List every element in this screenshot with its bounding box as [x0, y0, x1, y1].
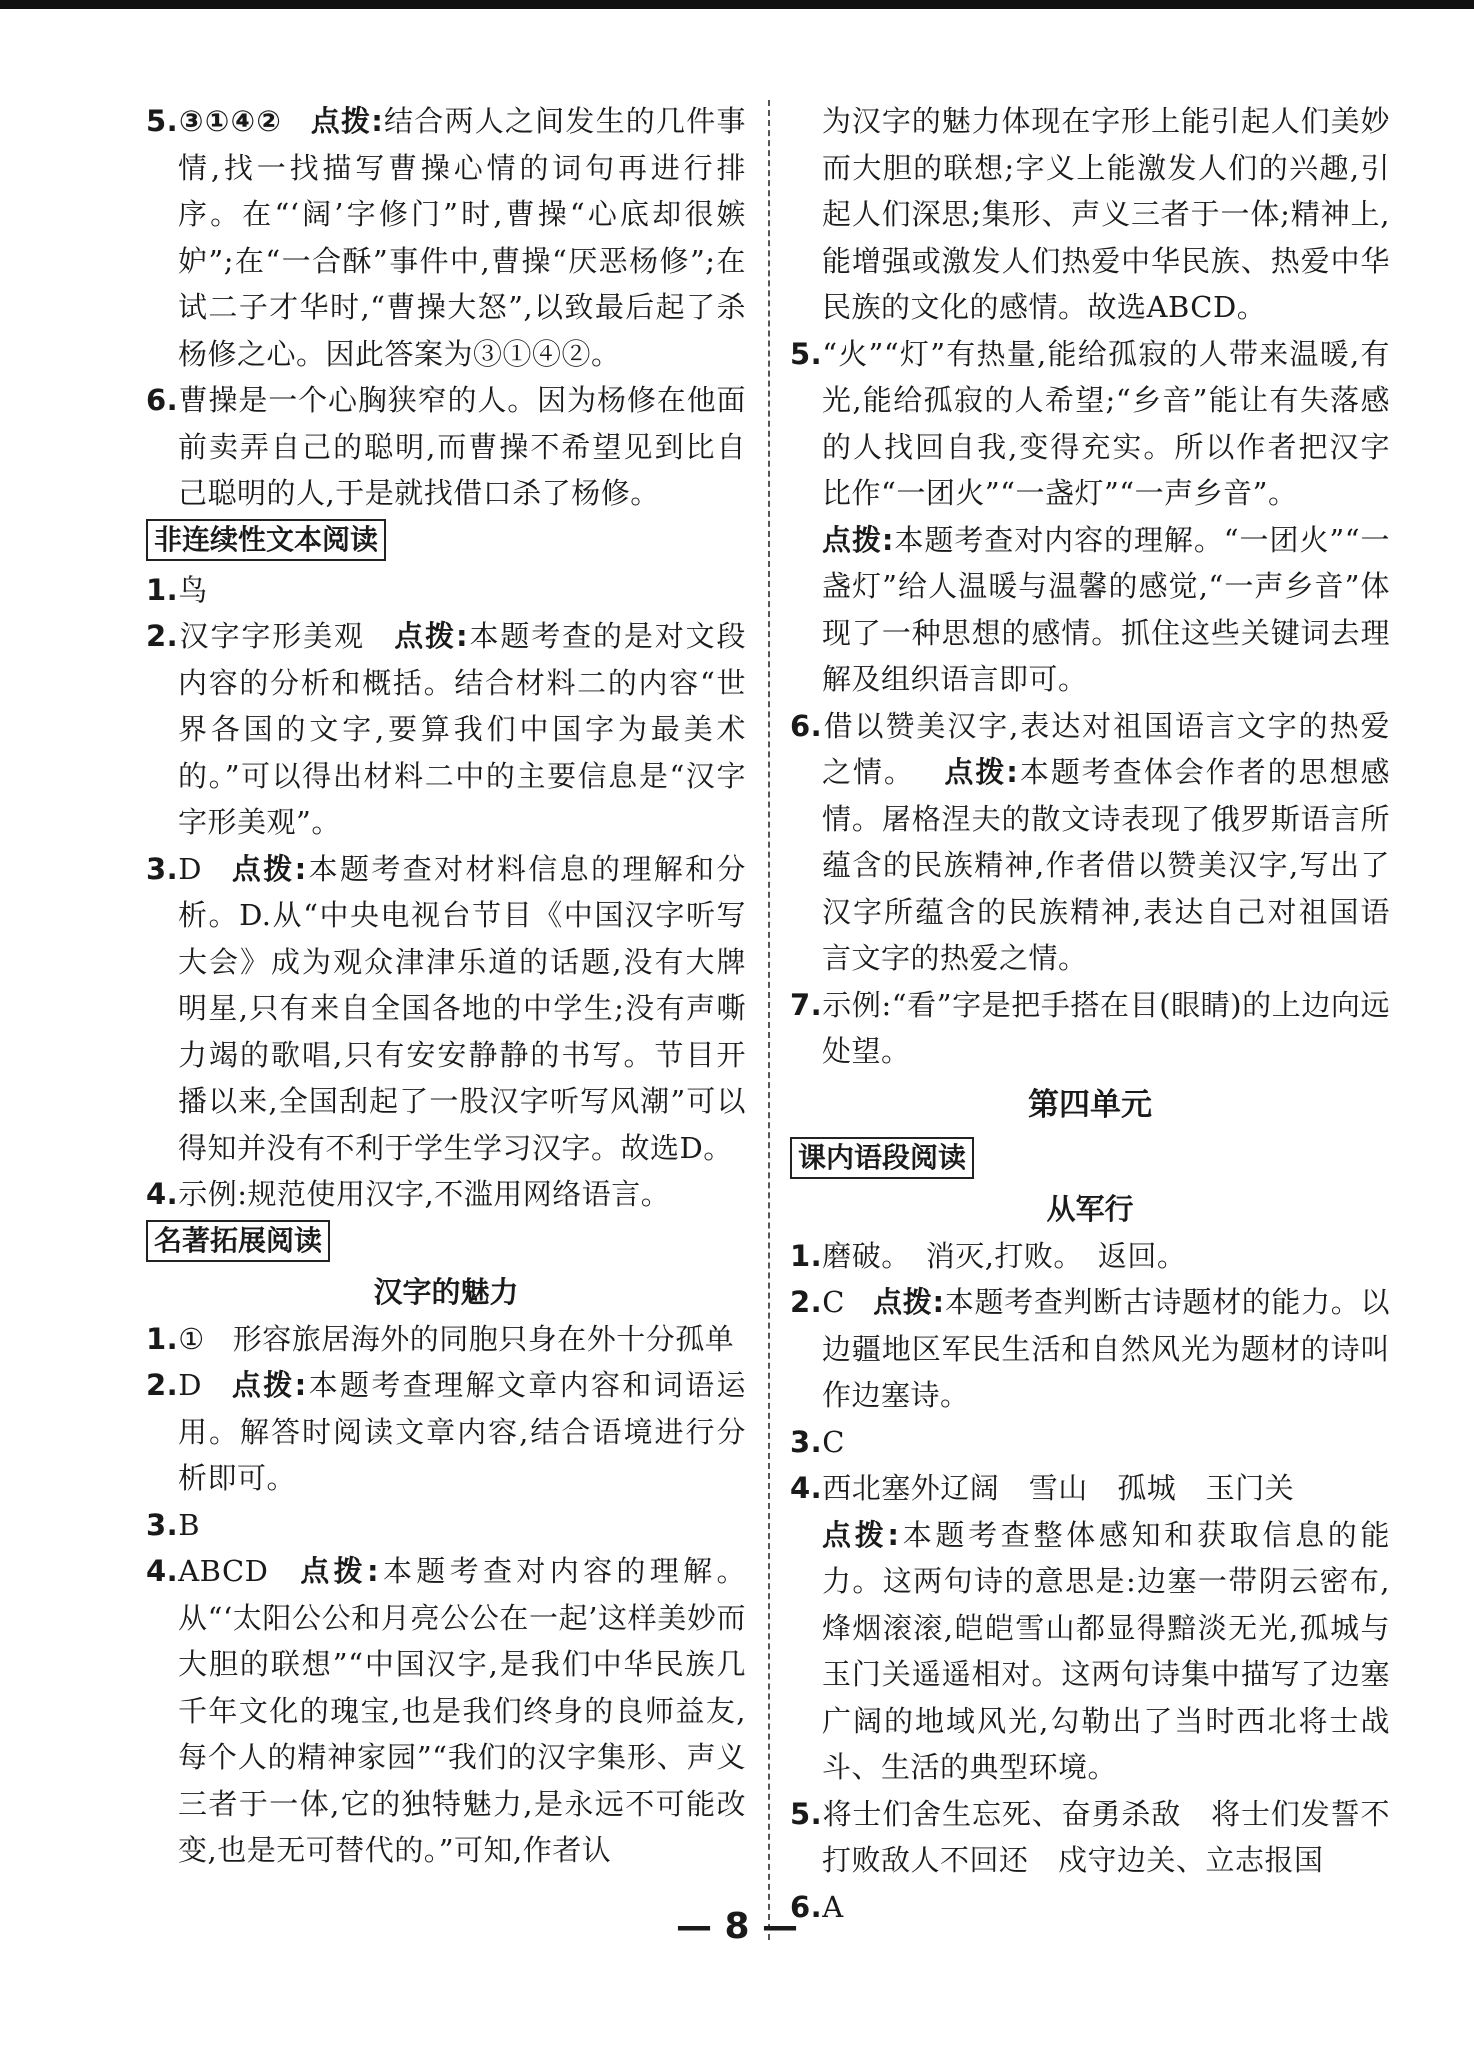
- answer-text: B: [178, 1507, 201, 1542]
- unit-title: 第四单元: [1028, 1086, 1152, 1123]
- answer-item: [146, 377, 746, 517]
- answer-item: [146, 1362, 746, 1502]
- hint-text: 本题考查对内容的理解。从“‘太阳公公和月亮公公在一起’这样美妙而大胆的联想”“中国汉字,是我们中华民族几千年文化的瑰宝,也是我们终身的良师益友,每个人的精神家园”“我们的汉字集形、声义三者于一体,它的独特魅力,是永远不可能改变,也是无可替代的。”可知,作者认: [178, 1554, 746, 1867]
- answer-item: [790, 703, 1390, 982]
- hint-label: 点拨:: [229, 851, 307, 886]
- answer: 汉字字形美观: [178, 619, 365, 653]
- hint-text: 本题考查整体感知和获取信息的能力。这两句诗的意思是:边塞一带阴云密布,烽烟滚滚,皑皑雪山都显得黯淡无光,孤城与玉门关遥遥相对。这两句诗集中描写了边塞广阔的地域风光,勾勒出了当时西北将士战斗、生活的典型环境。: [822, 1517, 1390, 1784]
- answer: C: [822, 1285, 845, 1319]
- answer-item: [790, 1465, 1390, 1512]
- item-number: 2.: [146, 1368, 179, 1402]
- page-number: — 8 —: [675, 1906, 799, 1947]
- answer-text: 磨破。 消灭,打败。 返回。: [822, 1238, 1187, 1273]
- answer-text: 曹操是一个心胸狭窄的人。因为杨修在他面前卖弄自己的聪明,而曹操不希望见到比自己聪明的人,于是就找借口杀了杨修。: [178, 383, 746, 510]
- hint-label: 点拨:: [822, 522, 894, 557]
- answer-item: [146, 1502, 746, 1549]
- answer-text: 将士们舍生忘死、奋勇杀敌 将士们发誓不打败敌人不回还 戍守边关、立志报国: [822, 1796, 1390, 1877]
- right-column: [790, 98, 1390, 1930]
- answer-text: 示例:“看”字是把手搭在目(眼睛)的上边向远处望。: [822, 987, 1390, 1068]
- section-heading: 课内语段阅读: [790, 1137, 974, 1179]
- answer-item: [146, 613, 746, 846]
- item-number: 3.: [146, 851, 179, 886]
- hint-text: 本题考查体会作者的思想感情。屠格涅夫的散文诗表现了俄罗斯语言所蕴含的民族精神,作者借以赞美汉字,写出了汉字所蕴含的民族精神,表达自己对祖国语言文字的热爱之情。: [822, 755, 1390, 975]
- left-column: [146, 98, 746, 1874]
- hint-text: 本题考查理解文章内容和词语运用。解答时阅读文章内容,结合语境进行分析即可。: [178, 1368, 746, 1495]
- item-number: 3.: [790, 1424, 823, 1459]
- answer-text: 示例:规范使用汉字,不滥用网络语言。: [178, 1177, 671, 1211]
- hint-label: 点拨:: [310, 104, 384, 138]
- item-number: 5.: [790, 336, 823, 371]
- item-number: 1.: [790, 1238, 823, 1273]
- answer-text: 鸟: [178, 572, 208, 607]
- item-number: 5.: [146, 104, 179, 138]
- answer: 借以赞美汉字,表达对祖国语言文字的热爱之情。: [822, 708, 1390, 789]
- item-number: 4.: [790, 1471, 823, 1505]
- item-number: 4.: [146, 1554, 179, 1588]
- top-border: [0, 0, 1474, 9]
- answer-item: [790, 1791, 1390, 1884]
- answer: ABCD: [178, 1554, 269, 1588]
- answer-item: [146, 567, 746, 614]
- answer-item: [146, 1548, 746, 1874]
- answer: D: [178, 1368, 202, 1402]
- answer-item: [790, 982, 1390, 1075]
- hint-text: 本题考查的是对文段内容的分析和概括。结合材料二的内容“世界各国的文字,要算我们中国字为最美术的。”可以得出材料二中的主要信息是“汉字字形美观”。: [178, 619, 746, 839]
- item-number: 2.: [790, 1285, 823, 1319]
- answer-text: A: [822, 1889, 844, 1924]
- hint-label: 点拨:: [872, 1285, 945, 1319]
- answer-item: [790, 1233, 1390, 1280]
- answer-text: 西北塞外辽阔 雪山 孤城 玉门关: [822, 1471, 1295, 1505]
- item-number: 1.: [146, 572, 179, 607]
- item-number: 5.: [790, 1796, 823, 1831]
- item-number: 4.: [146, 1177, 179, 1211]
- answer: ①: [178, 1321, 205, 1356]
- item-number: 2.: [146, 619, 179, 653]
- answer-item: [146, 98, 746, 377]
- item-number: 7.: [790, 987, 823, 1022]
- answer-text: “火”“灯”有热量,能给孤寂的人带来温暖,有光,能给孤寂的人希望;“乡音”能让有失落感的人找回自我,变得充实。所以作者把汉字比作“一团火”“一盏灯”“一声乡音”。: [822, 336, 1390, 510]
- item-number: 6.: [790, 708, 823, 743]
- answer-item: [790, 1419, 1390, 1466]
- hint-text: 本题考查对材料信息的理解和分析。D.从“中央电视台节目《中国汉字听写大会》成为观众津津乐道的话题,没有大牌明星,只有来自全国各地的中学生;没有声嘶力竭的歌唱,只有安安静静的书写。节目开播以来,全国刮起了一股汉字听写风潮”可以得知并没有不利于学生学习汉字。故选D。: [178, 851, 746, 1165]
- article-title: 从军行: [1046, 1191, 1134, 1226]
- hint-label: 点拨:: [392, 619, 469, 653]
- answer-item: [146, 846, 746, 1172]
- item-number: 6.: [146, 383, 179, 417]
- answer-item: [146, 1316, 746, 1363]
- answer-text: 形容旅居海外的同胞只身在外十分孤单: [232, 1321, 735, 1356]
- hint-text: 本题考查判断古诗题材的能力。以边疆地区军民生活和自然风光为题材的诗叫作边塞诗。: [822, 1285, 1390, 1412]
- answer-item: [790, 331, 1390, 517]
- hint-label: 点拨:: [229, 1368, 307, 1402]
- hint-block: [790, 517, 1390, 703]
- hint-block: [790, 1512, 1390, 1791]
- hint-label: 点拨:: [942, 755, 1019, 789]
- item-number: 1.: [146, 1321, 179, 1356]
- hint-label: 点拨:: [296, 1554, 380, 1588]
- answer-item: [146, 1171, 746, 1218]
- hint-text: 结合两人之间发生的几件事情,找一找描写曹操心情的词句再进行排序。在“‘阔’字修门”时,曹操“心底却很嫉妒”;在“一合酥”事件中,曹操“厌恶杨修”;在试二子才华时,“曹操大怒”,以致最后起了杀杨修之心。因此答案为③①④②。: [178, 104, 746, 371]
- section-heading: 名著拓展阅读: [146, 1220, 330, 1262]
- answer-text: C: [822, 1424, 845, 1459]
- continued-text: 为汉字的魅力体现在字形上能引起人们美妙而大胆的联想;字义上能激发人们的兴趣,引起人们深思;集形、声义三者于一体;精神上,能增强或激发人们热爱中华民族、热爱中华民族的文化的感情。故选ABCD。: [822, 104, 1390, 324]
- section-heading: 非连续性文本阅读: [146, 519, 386, 561]
- article-title: 汉字的魅力: [373, 1274, 519, 1309]
- hint-text: 本题考查对内容的理解。“一团火”“一盏灯”给人温暖与温馨的感觉,“一声乡音”体现了一种思想的感情。抓住这些关键词去理解及组织语言即可。: [822, 522, 1390, 696]
- answer: ③①④②: [178, 104, 283, 138]
- item-number: 6.: [790, 1889, 823, 1924]
- hint-label: 点拨:: [822, 1517, 900, 1552]
- answer: D: [178, 851, 202, 886]
- column-divider: [768, 100, 770, 1940]
- answer-item: [790, 1279, 1390, 1419]
- item-number: 3.: [146, 1507, 179, 1542]
